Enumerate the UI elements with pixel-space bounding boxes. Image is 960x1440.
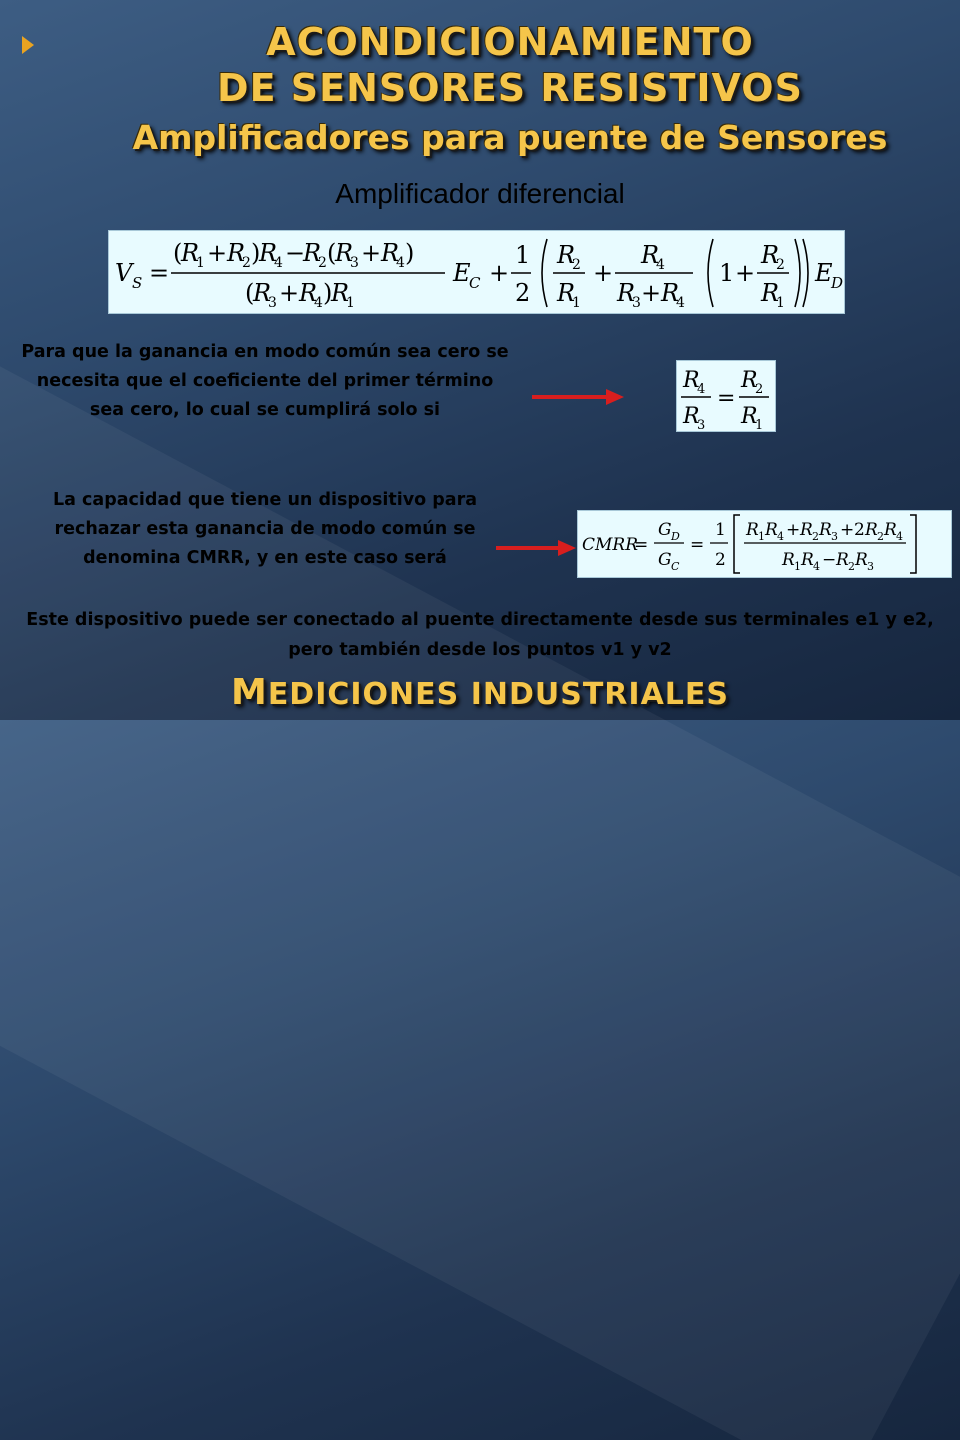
svg-text:2: 2	[515, 279, 531, 307]
svg-text:(: (	[327, 239, 337, 267]
svg-text:R: R	[782, 550, 795, 570]
svg-text:R: R	[253, 279, 272, 307]
svg-text:3: 3	[632, 295, 641, 311]
svg-text:1: 1	[719, 259, 735, 287]
svg-text:4: 4	[676, 295, 685, 311]
svg-text:+: +	[279, 279, 300, 307]
svg-text:R: R	[801, 550, 814, 570]
svg-text:1: 1	[572, 295, 581, 311]
svg-text:3: 3	[831, 530, 838, 543]
svg-text:R: R	[819, 520, 832, 540]
svg-text:=: =	[690, 535, 705, 555]
footer-rest: EDICIONES INDUSTRIALES	[267, 677, 730, 712]
svg-text:2: 2	[318, 255, 327, 271]
svg-text:1: 1	[794, 560, 801, 573]
svg-text:R: R	[181, 239, 200, 267]
svg-text:): )	[251, 239, 261, 267]
cmrr-definition-text: La capacidad que tiene un dispositivo para rechazar esta ganancia de modo común se denomina CMRR, y en este caso será	[52, 490, 478, 568]
svg-text:R: R	[765, 520, 778, 540]
svg-text:1: 1	[776, 295, 785, 311]
svg-text:2: 2	[776, 257, 785, 273]
svg-text:3: 3	[350, 255, 359, 271]
svg-text:R: R	[741, 368, 758, 393]
footer-initial: M	[230, 672, 268, 713]
svg-text:R: R	[303, 239, 322, 267]
arrow-right-icon	[494, 537, 578, 559]
svg-text:4: 4	[656, 257, 665, 273]
ratio-condition-equation	[676, 360, 776, 432]
svg-text:R: R	[617, 279, 636, 307]
svg-text:R: R	[761, 279, 780, 307]
svg-text:R: R	[557, 241, 576, 269]
svg-text:G: G	[658, 550, 672, 570]
svg-text:=: =	[717, 386, 736, 411]
arrow-right-icon	[530, 386, 626, 408]
bullet-arrow-icon	[22, 36, 34, 54]
svg-text:2: 2	[877, 530, 884, 543]
svg-text:+: +	[361, 239, 382, 267]
output-voltage-equation	[108, 230, 845, 314]
svg-text:D: D	[671, 530, 680, 543]
svg-text:3: 3	[697, 418, 706, 431]
svg-text:R: R	[884, 520, 897, 540]
svg-text:E: E	[453, 259, 471, 287]
svg-text:R: R	[227, 239, 246, 267]
svg-text:2: 2	[755, 382, 764, 397]
svg-text:+: +	[840, 520, 855, 540]
connection-note-text: Este dispositivo puede ser conectado al puente directamente desde sus terminales e1 y e2, pero también desde los puntos v1 y v2	[26, 610, 934, 660]
svg-text:R: R	[865, 520, 878, 540]
svg-text:1: 1	[715, 520, 726, 540]
svg-text:4: 4	[274, 255, 283, 271]
svg-text:4: 4	[896, 530, 903, 543]
svg-text:R: R	[683, 404, 700, 429]
svg-text:R: R	[299, 279, 318, 307]
svg-text:1: 1	[346, 295, 355, 311]
svg-text:3: 3	[268, 295, 277, 311]
svg-text:G: G	[658, 520, 672, 540]
svg-text:+: +	[489, 259, 510, 287]
svg-text:R: R	[746, 520, 759, 540]
svg-text:R: R	[836, 550, 849, 570]
title-line-2: DE SENSORES RESISTIVOS	[217, 66, 803, 110]
svg-text:E: E	[815, 259, 833, 287]
title-line-3: Amplificadores para puente de Sensores	[132, 118, 888, 157]
svg-text:2: 2	[242, 255, 251, 271]
svg-text:R: R	[381, 239, 400, 267]
svg-text:2: 2	[848, 560, 855, 573]
svg-text:−: −	[285, 239, 306, 267]
svg-text:R: R	[335, 239, 354, 267]
svg-text:C: C	[671, 560, 680, 573]
svg-text:2: 2	[572, 257, 581, 273]
title-line-1: ACONDICIONAMIENTO	[266, 20, 754, 64]
svg-text:1: 1	[515, 241, 531, 269]
svg-text:4: 4	[813, 560, 820, 573]
svg-text:C: C	[469, 274, 481, 292]
cmrr-equation	[577, 510, 952, 578]
svg-text:4: 4	[396, 255, 405, 271]
svg-text:2: 2	[812, 530, 819, 543]
cmrr-formula-image	[578, 511, 951, 577]
svg-text:R: R	[761, 241, 780, 269]
svg-text:=: =	[634, 535, 649, 555]
svg-text:R: R	[259, 239, 278, 267]
svg-text:1: 1	[196, 255, 205, 271]
svg-text:R: R	[683, 368, 700, 393]
background-band	[0, 260, 960, 1440]
svg-text:3: 3	[867, 560, 874, 573]
resistor-ratio-formula-image	[677, 361, 775, 431]
svg-text:4: 4	[314, 295, 323, 311]
svg-text:R: R	[855, 550, 868, 570]
svg-text:2: 2	[854, 520, 865, 540]
svg-text:(: (	[245, 279, 255, 307]
svg-text:(: (	[173, 239, 183, 267]
svg-text:D: D	[831, 274, 844, 292]
svg-text:R: R	[331, 279, 350, 307]
common-mode-condition-text: Para que la ganancia en modo común sea cero se necesita que el coeficiente del primer término sea cero, lo cual se cumplirá solo si	[21, 342, 509, 420]
svg-text:+: +	[593, 259, 614, 287]
svg-text:CMRR: CMRR	[582, 535, 639, 555]
subtitle: Amplificador diferencial	[335, 178, 625, 209]
svg-text:+: +	[207, 239, 228, 267]
svg-text:+: +	[735, 259, 756, 287]
svg-text:R: R	[557, 279, 576, 307]
output-voltage-formula-image	[109, 231, 844, 313]
svg-text:+: +	[786, 520, 801, 540]
svg-text:4: 4	[777, 530, 784, 543]
footer-brand	[0, 672, 960, 713]
svg-text:1: 1	[758, 530, 765, 543]
svg-text:S: S	[132, 274, 143, 292]
svg-text:): )	[323, 279, 333, 307]
svg-text:R: R	[800, 520, 813, 540]
svg-text:=: =	[149, 259, 170, 287]
svg-text:R: R	[741, 404, 758, 429]
svg-text:1: 1	[755, 418, 764, 431]
svg-text:2: 2	[715, 550, 726, 570]
svg-text:4: 4	[697, 382, 706, 397]
svg-text:+: +	[641, 279, 662, 307]
svg-text:V: V	[115, 259, 133, 287]
svg-text:R: R	[641, 241, 660, 269]
svg-text:−: −	[822, 550, 837, 570]
svg-text:): )	[405, 239, 415, 267]
svg-text:R: R	[661, 279, 680, 307]
